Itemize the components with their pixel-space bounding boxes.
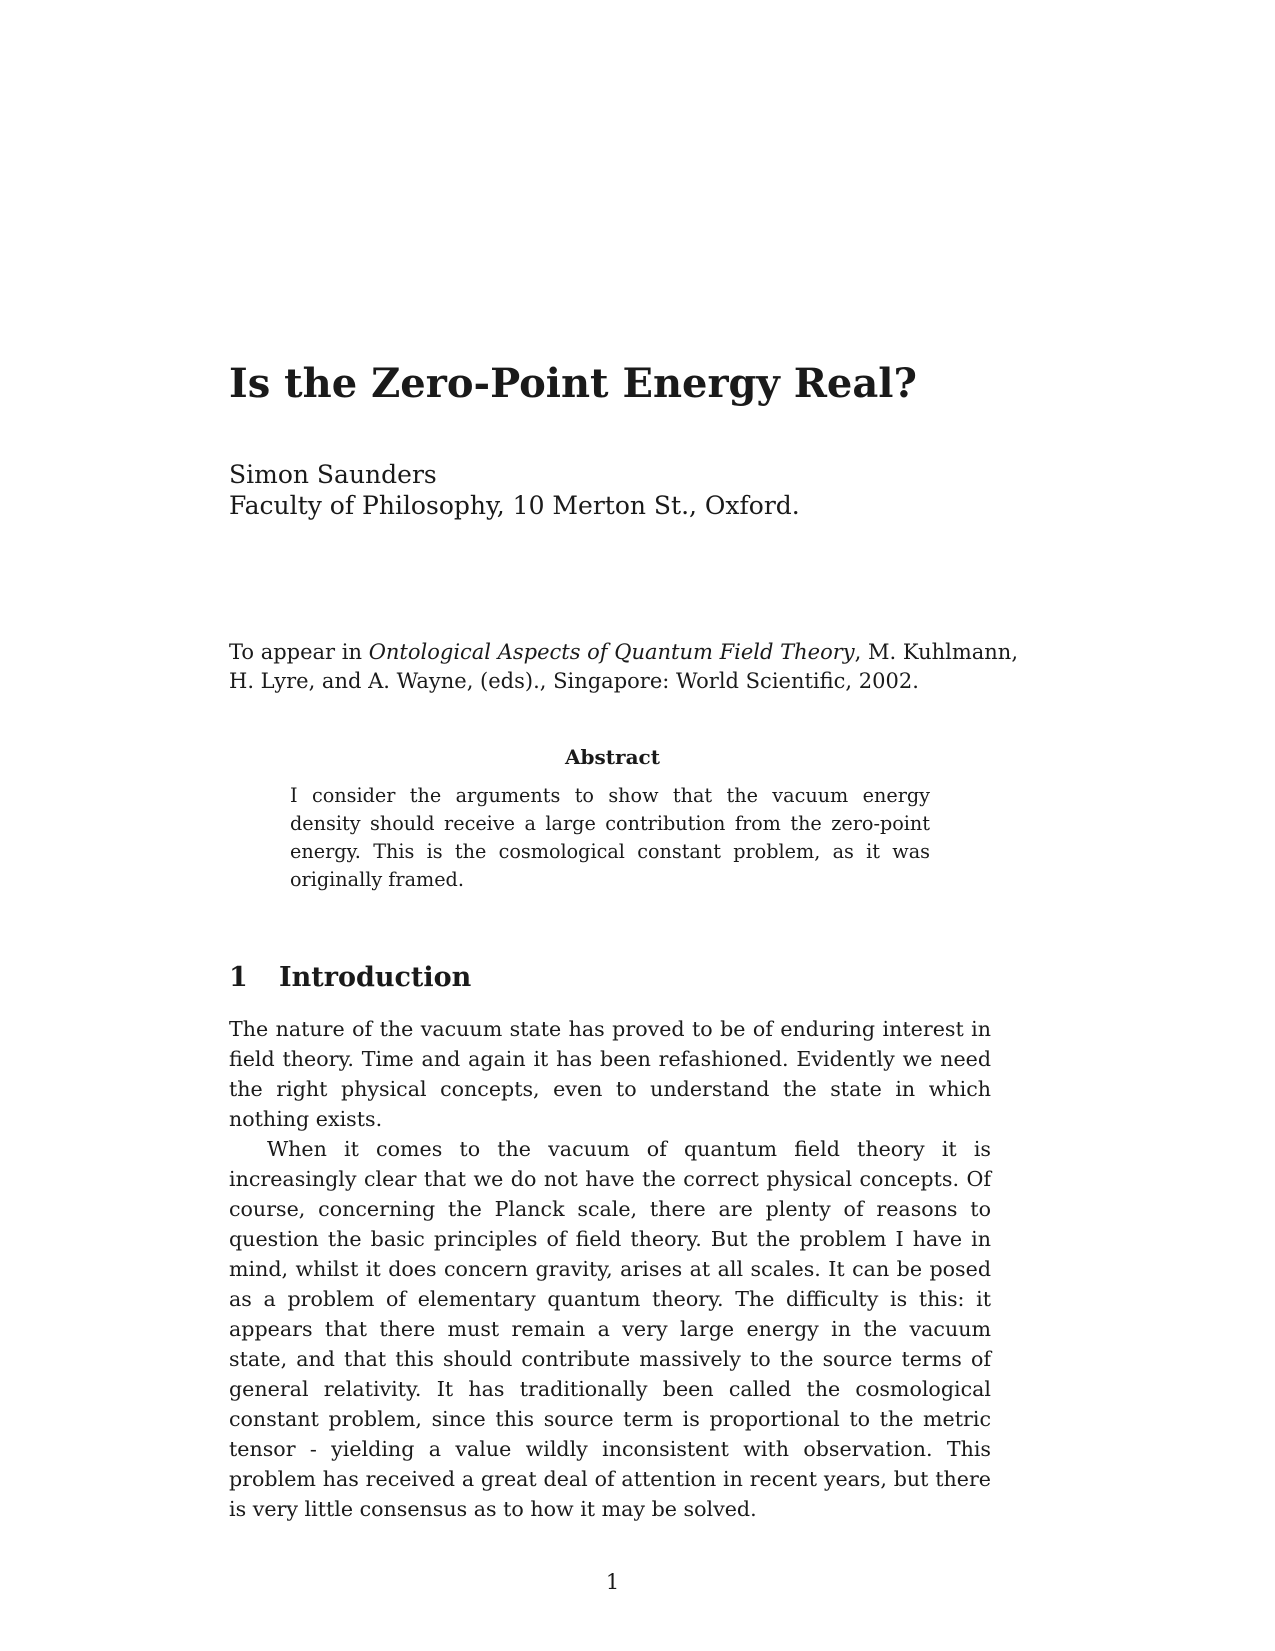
- paper-title: Is the Zero-Point Energy Real?: [229, 360, 917, 407]
- body-paragraph: When it comes to the vacuum of quantum field theory it is increasingly clear that we do not have the correct physical concepts. Of course, concerning the Planck scale, there are plenty of reasons to question the basic principles of field theory. But the problem I have in mind, whilst it does concern gravity, arises at all scales. It can be posed as a problem of elementary quantum theory. The difficulty is this: it appears that there must remain a very large energy in the vacuum state, and that this should contribute massively to the source terms of general relativity. It has traditionally been called the cosmological constant problem, since this source term is proportional to the metric tensor - yielding a value wildly inconsistent with observation. This problem has received a great deal of attention in recent years, but there is very little consensus as to how it may be solved.: [229, 1137, 991, 1521]
- author-block: [229, 459, 800, 521]
- publication-line-2: H. Lyre, and A. Wayne, (eds)., Singapore: World Scientific, 2002.: [229, 669, 919, 693]
- publication-line-1: [229, 638, 1019, 667]
- page-number: 1: [605, 1570, 620, 1594]
- abstract-text: I consider the arguments to show that the vacuum energy density should receive a large contribution from the zero-point energy. This is the cosmological constant problem, as it was originally framed.: [290, 784, 930, 891]
- section-number: 1: [229, 962, 248, 993]
- section-body: [229, 1014, 991, 1524]
- abstract-heading: Abstract: [565, 745, 660, 769]
- publication-prefix: To appear in: [229, 640, 369, 664]
- author-affiliation: Faculty of Philosophy, 10 Merton St., Oxford.: [229, 491, 800, 520]
- body-paragraph: The nature of the vacuum state has proved to be of enduring interest in field theory. Time and again it has been refashioned. Evidently we need the right physical concepts, even to understand the state in which nothing exists.: [229, 1017, 991, 1131]
- section-title: Introduction: [279, 962, 472, 993]
- publication-note: [229, 638, 1019, 696]
- publication-editors-start: , M. Kuhlmann,: [854, 640, 1019, 664]
- section-heading: [229, 962, 471, 994]
- author-name: Simon Saunders: [229, 460, 437, 489]
- publication-book-title: Ontological Aspects of Quantum Field Theory: [368, 640, 855, 664]
